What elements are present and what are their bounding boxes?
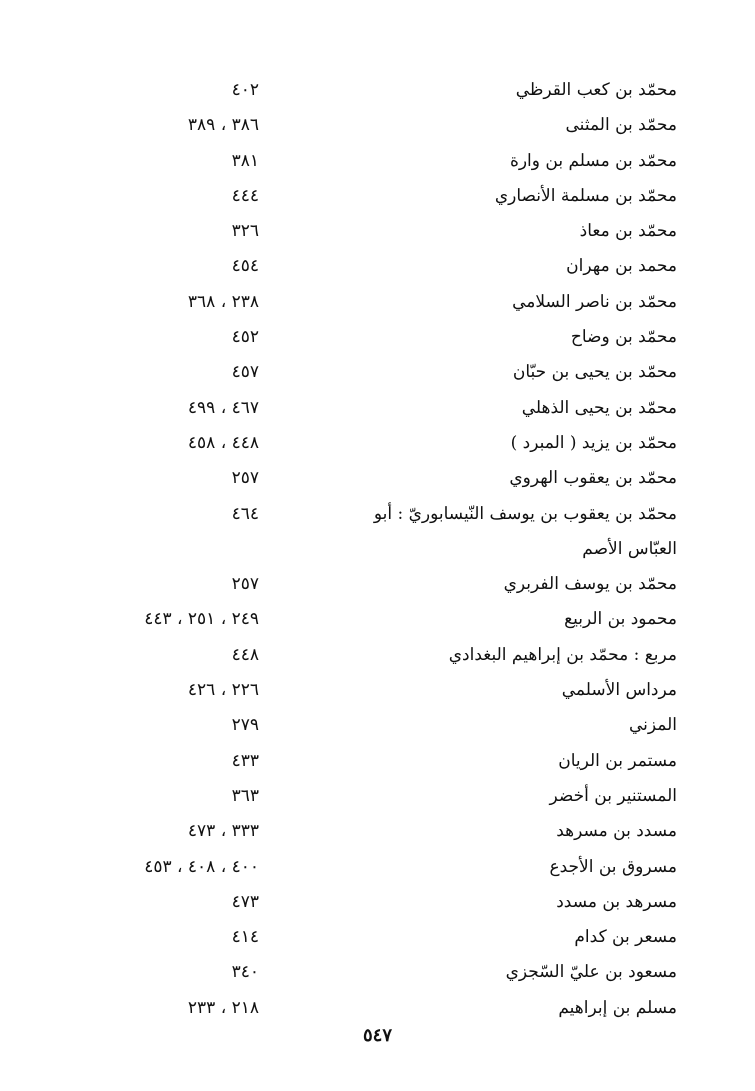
entry-page-refs: ٤٥٢ xyxy=(231,327,259,348)
index-entry xyxy=(0,500,755,535)
index-entry xyxy=(0,76,755,111)
entry-page-refs: ٢٣٨ ، ٣٦٨ xyxy=(187,291,259,312)
index-entry xyxy=(0,429,755,464)
index-entry xyxy=(0,994,755,1029)
entry-page-refs: ٤٤٤ xyxy=(231,185,259,206)
index-entry xyxy=(0,182,755,217)
index-entry xyxy=(0,711,755,746)
entry-page-refs: ٣٣٣ ، ٤٧٣ xyxy=(187,821,259,842)
index-entry xyxy=(0,605,755,640)
index-entry xyxy=(0,782,755,817)
index-entry xyxy=(0,288,755,323)
entry-page-refs: ٢٧٩ xyxy=(231,715,259,736)
entry-page-refs: ٣٨٦ ، ٣٨٩ xyxy=(187,115,259,136)
entry-name: مستمر بن الريان xyxy=(558,750,677,771)
name-index-list xyxy=(0,76,755,1029)
entry-page-refs: ٢٥٧ xyxy=(231,574,259,595)
entry-name: مرداس الأسلمي xyxy=(561,680,677,701)
entry-name: مسعر بن كدام xyxy=(574,927,677,948)
entry-page-refs: ٤٥٧ xyxy=(231,362,259,383)
entry-name: محمّد بن يحيى الذهلي xyxy=(521,397,677,418)
entry-page-refs: ٤٣٣ xyxy=(231,750,259,771)
index-entry xyxy=(0,747,755,782)
entry-page-refs: ٤٧٣ xyxy=(231,891,259,912)
entry-name: محمّد بن مسلم بن وارة xyxy=(509,150,677,171)
entry-page-refs: ٤٤٨ xyxy=(231,644,259,665)
entry-name: محمّد بن كعب القرظي xyxy=(515,80,677,100)
entry-name: محمّد بن يعقوب الهروي xyxy=(509,468,677,489)
index-entry xyxy=(0,570,755,605)
entry-name: محمّد بن مسلمة الأنصاري xyxy=(494,185,677,206)
index-entry xyxy=(0,394,755,429)
entry-name: المستنير بن أخضر xyxy=(549,785,677,806)
entry-page-refs: ٢٢٦ ، ٤٢٦ xyxy=(187,680,259,701)
index-entry xyxy=(0,535,755,570)
index-entry xyxy=(0,464,755,499)
entry-name: محمّد بن يوسف الفربري xyxy=(503,574,677,595)
entry-page-refs: ٣٨١ xyxy=(231,150,259,171)
index-entry xyxy=(0,111,755,146)
entry-page-refs: ٢٥٧ xyxy=(231,468,259,489)
entry-name: مسدد بن مسرهد xyxy=(556,821,677,842)
index-entry xyxy=(0,641,755,676)
index-entry xyxy=(0,817,755,852)
index-entry xyxy=(0,923,755,958)
entry-name: محمّد بن وضاح xyxy=(570,327,677,348)
entry-page-refs: ٤١٤ xyxy=(231,927,259,948)
entry-page-refs: ٣٤٠ xyxy=(231,962,259,983)
index-entry xyxy=(0,147,755,182)
index-entry xyxy=(0,358,755,393)
index-entry xyxy=(0,676,755,711)
index-entry xyxy=(0,853,755,888)
entry-name: محمود بن الربيع xyxy=(564,609,677,630)
index-entry xyxy=(0,323,755,358)
entry-name: محمّد بن يزيد ( المبرد ) xyxy=(510,432,677,453)
entry-name: مسعود بن عليّ السّجزي xyxy=(505,962,677,983)
entry-page-refs: ٤٠٠ ، ٤٠٨ ، ٤٥٣ xyxy=(144,856,259,877)
entry-name: مسرهد بن مسدد xyxy=(556,891,677,912)
index-entry xyxy=(0,252,755,287)
entry-name: العبّاس الأصم xyxy=(582,538,677,559)
entry-name: مسلم بن إبراهيم xyxy=(558,997,677,1018)
index-entry xyxy=(0,888,755,923)
entry-name: المزني xyxy=(628,715,677,736)
entry-page-refs: ٤٦٧ ، ٤٩٩ xyxy=(187,397,259,418)
entry-name: محمّد بن يحيى بن حبّان xyxy=(512,362,677,383)
entry-page-refs: ٢١٨ ، ٢٣٣ xyxy=(187,997,259,1018)
index-entry xyxy=(0,958,755,993)
entry-page-refs: ٣٦٣ xyxy=(231,785,259,806)
entry-page-refs: ٢٤٩ ، ٢٥١ ، ٤٤٣ xyxy=(144,609,259,630)
entry-name: مربع : محمّد بن إبراهيم البغدادي xyxy=(448,644,677,665)
index-entry xyxy=(0,217,755,252)
entry-page-refs: ٣٢٦ xyxy=(231,221,259,242)
entry-name: محمّد بن المثنى xyxy=(565,115,677,136)
entry-page-refs: ٤٠٢ xyxy=(231,80,259,100)
page-number: ٥٤٧ xyxy=(362,1025,392,1046)
entry-name: محمّد بن يعقوب بن يوسف النّيسابوريّ : أبو xyxy=(373,503,677,524)
entry-page-refs: ٤٤٨ ، ٤٥٨ xyxy=(187,432,259,453)
entry-name: محمّد بن ناصر السلامي xyxy=(512,291,677,312)
entry-name: محمد بن مهران xyxy=(566,256,677,277)
entry-name: مسروق بن الأجدع xyxy=(549,856,677,877)
entry-page-refs: ٤٥٤ xyxy=(231,256,259,277)
entry-name: محمّد بن معاذ xyxy=(579,221,677,242)
entry-page-refs: ٤٦٤ xyxy=(231,503,259,524)
